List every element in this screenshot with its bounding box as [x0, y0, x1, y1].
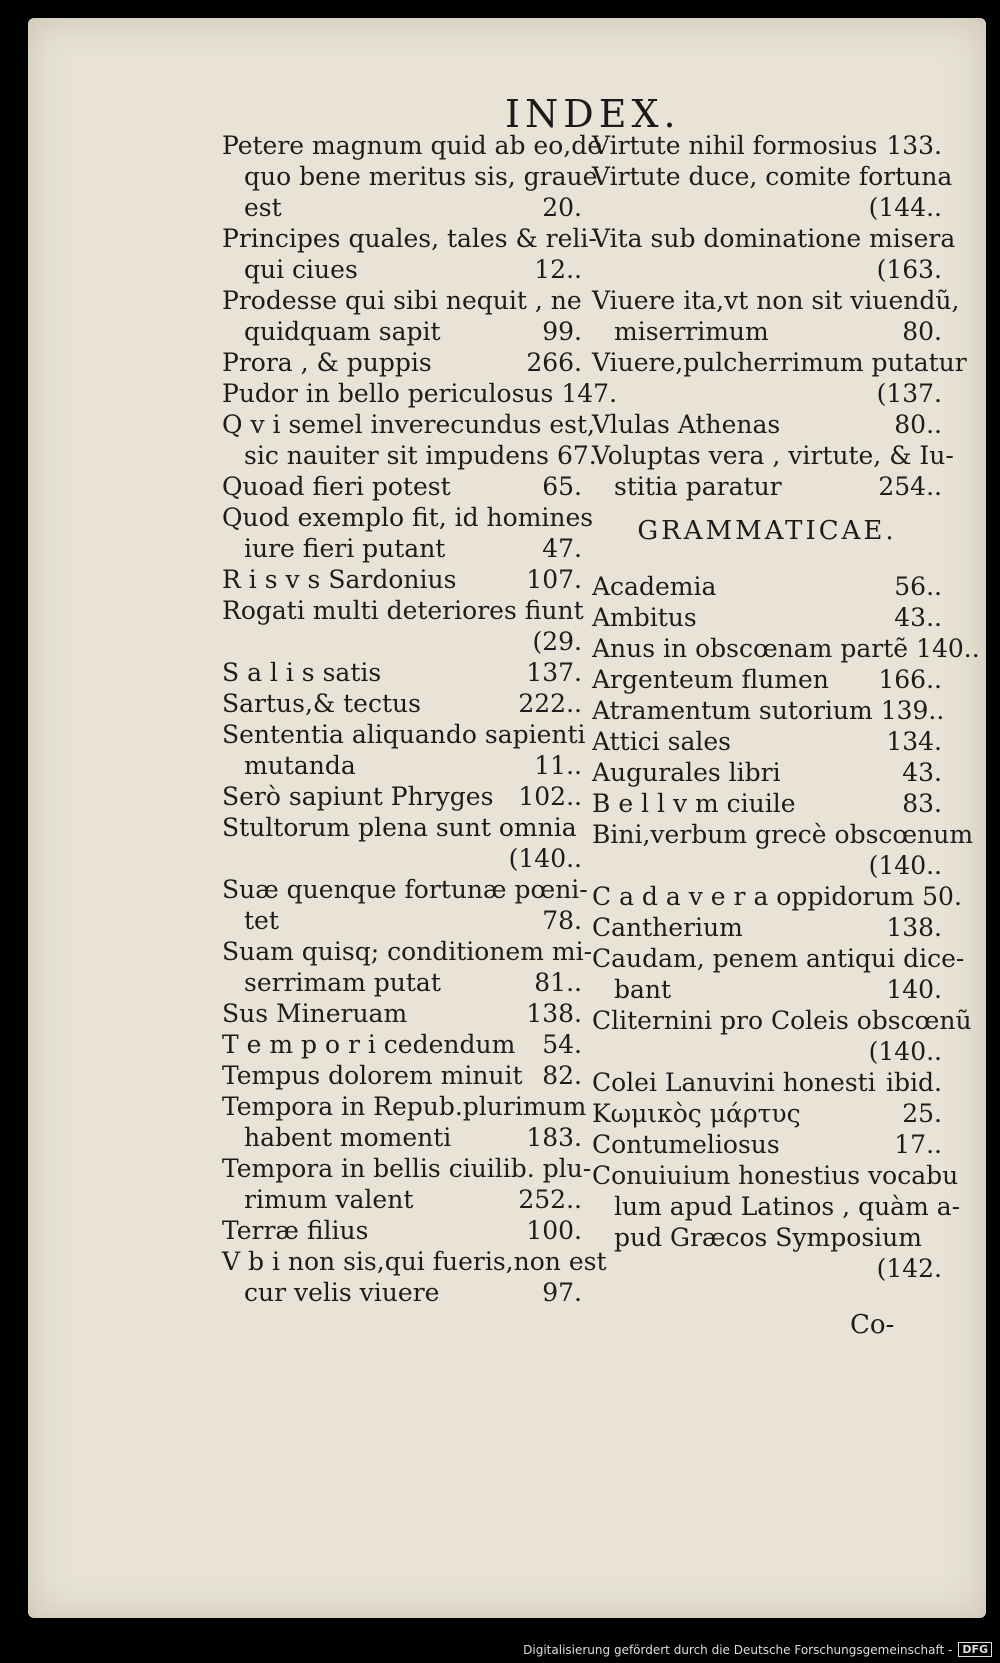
entry-text: Colei Lanuvini honesti — [592, 1068, 876, 1097]
entry-text: Terræ filius — [222, 1216, 369, 1245]
page-reference: (140.. — [508, 844, 582, 873]
index-entry — [592, 1067, 942, 1098]
index-entry-line — [222, 378, 618, 409]
index-entry — [222, 936, 593, 998]
entry-text: Anus in obscœnam partẽ — [592, 634, 909, 663]
index-entry — [592, 602, 942, 633]
page-reference: 78. — [542, 906, 582, 935]
index-entry — [592, 912, 942, 943]
entry-text: V b i non sis,qui fueris,non est — [222, 1247, 607, 1276]
page-reference: 138. — [886, 913, 942, 942]
index-entry — [222, 595, 582, 657]
index-entry — [222, 874, 588, 936]
index-entry-line — [592, 633, 980, 664]
entry-text: Stultorum plena sunt omnia — [222, 813, 577, 842]
entry-text: Sartus,& tectus — [222, 689, 421, 718]
page-reference: 80. — [902, 317, 942, 346]
index-entry — [592, 285, 960, 347]
entry-text: Atramentum sutorium — [592, 696, 873, 725]
index-entry-line — [222, 192, 582, 223]
index-entry-line — [592, 1098, 942, 1129]
index-entry-line — [222, 223, 597, 254]
index-entry-line — [592, 881, 962, 912]
index-entry — [592, 757, 942, 788]
index-entry-line — [592, 1253, 942, 1284]
index-entry-line — [592, 974, 942, 1005]
entry-text: quo bene meritus sis, graue — [244, 162, 598, 191]
page-reference: 25. — [902, 1099, 942, 1128]
page-reference: 252.. — [518, 1185, 582, 1214]
page-reference: 266. — [526, 348, 582, 377]
index-entry-line — [592, 664, 942, 695]
index-entry — [222, 1153, 592, 1215]
index-entry — [592, 633, 980, 664]
index-entry-line — [222, 316, 582, 347]
entry-text: Suæ quenque fortunæ pœni- — [222, 875, 588, 904]
index-entry-line — [592, 316, 942, 347]
entry-text: Attici sales — [592, 727, 732, 756]
entry-text: Principes quales, tales & reli- — [222, 224, 597, 253]
index-entry-line — [592, 757, 942, 788]
page-title: INDEX. — [505, 92, 681, 136]
entry-text: quidquam sapit — [244, 317, 441, 346]
index-entry — [222, 378, 618, 409]
index-entry — [222, 688, 582, 719]
index-entry-line — [222, 657, 582, 688]
page-reference: 166.. — [878, 665, 942, 694]
entry-text: Augurales libri — [592, 758, 781, 787]
index-entry — [592, 440, 954, 502]
entry-text: T e m p o r i cedendum — [222, 1030, 516, 1059]
index-entry — [592, 223, 956, 285]
page-reference: 82. — [542, 1061, 582, 1090]
entry-text: Conuiuium honestius vocabu — [592, 1161, 959, 1190]
index-entry — [592, 409, 942, 440]
entry-text: cur velis viuere — [244, 1278, 440, 1307]
index-column-left — [222, 130, 618, 1308]
index-entry-line — [222, 254, 582, 285]
footer-bar — [0, 1636, 1000, 1663]
page-reference: 183. — [526, 1123, 582, 1152]
index-entry-line — [222, 998, 582, 1029]
index-entry-line — [592, 695, 945, 726]
entry-text: Vita sub dominatione misera — [592, 224, 956, 253]
entry-text: Prora , & puppis — [222, 348, 432, 377]
index-entry-line — [222, 471, 582, 502]
index-entry — [222, 1060, 582, 1091]
index-entry-line — [222, 626, 582, 657]
index-entry-line — [592, 1036, 942, 1067]
entry-text: tet — [244, 906, 279, 935]
index-entry — [222, 657, 582, 688]
page-reference: 65. — [542, 472, 582, 501]
entry-text: Viuere ita,vt non sit viuendũ, — [592, 286, 960, 315]
index-entry-line — [592, 1160, 959, 1191]
index-entry — [222, 998, 582, 1029]
index-entry-line — [222, 1091, 587, 1122]
entry-text: S a l i s satis — [222, 658, 382, 687]
index-entry — [592, 943, 965, 1005]
page-reference: (140.. — [868, 851, 942, 880]
index-entry-line — [592, 223, 956, 254]
page-reference: 139.. — [880, 696, 945, 725]
index-entry — [592, 1098, 942, 1129]
page-reference: 102.. — [518, 782, 582, 811]
page-reference: 134. — [886, 727, 942, 756]
index-entry-line — [222, 347, 582, 378]
page-reference: 20. — [542, 193, 582, 222]
entry-text: bant — [614, 975, 672, 1004]
index-entry — [592, 788, 942, 819]
index-entry — [592, 881, 962, 912]
entry-text: Prodesse qui sibi nequit , ne — [222, 286, 582, 315]
index-entry — [222, 409, 605, 471]
index-entry-line — [222, 409, 595, 440]
entry-text: qui ciues — [244, 255, 358, 284]
index-entry-line — [222, 874, 588, 905]
index-entry-line — [592, 1005, 972, 1036]
entry-text: B e l l v m ciuile — [592, 789, 796, 818]
entry-text: Pudor in bello periculosus — [222, 379, 554, 408]
entry-text: Cantherium — [592, 913, 743, 942]
index-entry-line — [592, 1191, 961, 1222]
page-reference: 97. — [542, 1278, 582, 1307]
index-entry — [222, 1215, 582, 1246]
page-reference: 137. — [526, 658, 582, 687]
page-reference: (163. — [876, 255, 942, 284]
page-reference: 147. — [561, 379, 618, 408]
index-entry — [592, 161, 953, 223]
page-reference: 17.. — [894, 1130, 942, 1159]
page-reference: (29. — [532, 627, 582, 656]
entry-text: Argenteum flumen — [592, 665, 829, 694]
index-list-grammaticae — [592, 571, 980, 1284]
entry-text: Suam quisq; conditionem mi- — [222, 937, 593, 966]
index-entry — [592, 664, 942, 695]
index-entry-line — [222, 1215, 582, 1246]
index-entry — [222, 1091, 587, 1153]
index-entry-line — [592, 161, 953, 192]
entry-text: Sententia aliquando sapienti — [222, 720, 586, 749]
index-entry-line — [222, 1060, 582, 1091]
index-entry — [222, 347, 582, 378]
index-entry-line — [592, 1129, 942, 1160]
entry-text: Caudam, penem antiqui dice- — [592, 944, 965, 973]
page-reference: 43.. — [894, 603, 942, 632]
page-reference: (137. — [876, 379, 942, 408]
index-entry-line — [222, 843, 582, 874]
index-entry — [222, 781, 582, 812]
index-entry-line — [222, 564, 582, 595]
index-entry — [222, 564, 582, 595]
index-entry-line — [592, 943, 965, 974]
index-entry-line — [222, 905, 582, 936]
index-entry-line — [592, 1222, 942, 1253]
index-entry-line — [592, 409, 942, 440]
index-entry — [592, 695, 945, 726]
entry-text: miserrimum — [614, 317, 769, 346]
entry-text: Viuere,pulcherrimum putatur — [592, 348, 967, 377]
entry-text: Ambitus — [592, 603, 697, 632]
entry-text: Voluptas vera , virtute, & Iu- — [592, 441, 954, 470]
page-reference: 140. — [886, 975, 942, 1004]
index-entry — [592, 130, 942, 161]
page-reference: 67.. — [556, 441, 605, 470]
page-reference: 254.. — [878, 472, 942, 501]
page-reference: 80.. — [894, 410, 942, 439]
page-reference: (142. — [876, 1254, 942, 1283]
page-reference: 81.. — [534, 968, 582, 997]
index-entry-line — [222, 781, 582, 812]
index-entry — [222, 812, 582, 874]
index-entry-line — [222, 533, 582, 564]
entry-text: Cliternini pro Coleis obscœnũ — [592, 1006, 972, 1035]
page-reference: 47. — [542, 534, 582, 563]
entry-text: Academia — [592, 572, 717, 601]
index-entry-line — [222, 595, 582, 626]
entry-text: Sus Mineruam — [222, 999, 408, 1028]
index-entry — [592, 347, 967, 409]
index-entry — [222, 1246, 607, 1308]
index-entry — [222, 471, 582, 502]
entry-text: stitia paratur — [614, 472, 782, 501]
page-reference: 100. — [526, 1216, 582, 1245]
page-reference: 140.. — [916, 634, 980, 663]
page-reference: 43. — [902, 758, 942, 787]
entry-text: serrimam putat — [244, 968, 441, 997]
entry-text: Tempora in bellis ciuilib. plu- — [222, 1154, 592, 1183]
index-entry-line — [592, 254, 942, 285]
index-entry-line — [222, 1277, 582, 1308]
index-entry — [222, 1029, 582, 1060]
index-entry-line — [222, 688, 582, 719]
index-entry-line — [222, 967, 582, 998]
entry-text: C a d a v e r a oppidorum — [592, 882, 915, 911]
entry-text: lum apud Latinos , quàm a- — [614, 1192, 961, 1221]
catchword: Co- — [850, 1310, 895, 1340]
entry-text: Virtute nihil formosius — [592, 131, 878, 160]
index-entry-line — [222, 1029, 582, 1060]
index-entry-line — [222, 1153, 592, 1184]
dfg-logo: DFG — [958, 1642, 992, 1657]
index-entry-line — [592, 850, 942, 881]
entry-text: est — [244, 193, 282, 222]
index-entry-line — [222, 1122, 582, 1153]
entry-text: Quod exemplo fit, id homines — [222, 503, 594, 532]
entry-text: Q v i semel inverecundus est, — [222, 410, 595, 439]
index-entry-line — [222, 1246, 607, 1277]
entry-text: Quoad fieri potest — [222, 472, 451, 501]
index-entry-line — [222, 750, 582, 781]
page-reference: 107. — [526, 565, 582, 594]
index-entry-line — [592, 819, 974, 850]
index-entry — [592, 726, 942, 757]
index-entry-line — [592, 1067, 942, 1098]
section-heading: GRAMMATICAE. — [637, 516, 897, 546]
index-entry-line — [592, 347, 967, 378]
index-entry — [222, 502, 594, 564]
index-entry — [222, 130, 602, 223]
index-entry — [222, 285, 582, 347]
page-reference: 54. — [542, 1030, 582, 1059]
entry-text: pud Græcos Symposium — [614, 1223, 922, 1252]
entry-text: Petere magnum quid ab eo,de — [222, 131, 602, 160]
page-reference: ibid. — [886, 1068, 942, 1097]
page-reference: (140.. — [868, 1037, 942, 1066]
entry-text: Vlulas Athenas — [592, 410, 781, 439]
entry-text: habent momenti — [244, 1123, 452, 1152]
page-reference: 56.. — [894, 572, 942, 601]
index-entry-line — [592, 726, 942, 757]
entry-text: rimum valent — [244, 1185, 414, 1214]
entry-text: Virtute duce, comite fortuna — [592, 162, 953, 191]
index-entry-line — [222, 161, 598, 192]
index-entry-line — [592, 602, 942, 633]
entry-text: Bini,verbum grecè obscœnum — [592, 820, 974, 849]
index-entry-line — [592, 130, 942, 161]
index-entry-line — [592, 192, 942, 223]
entry-text: Contumeliosus — [592, 1130, 780, 1159]
index-entry-line — [592, 378, 942, 409]
index-entry-line — [592, 440, 954, 471]
index-entry — [592, 1129, 942, 1160]
page-reference: 138. — [526, 999, 582, 1028]
page-reference: 12.. — [534, 255, 582, 284]
page-reference: 11.. — [534, 751, 582, 780]
footer-text: Digitalisierung gefördert durch die Deutsche Forschungsgemeinschaft - — [523, 1642, 953, 1657]
index-entry-line — [222, 130, 602, 161]
index-entry — [592, 1005, 972, 1067]
page-reference: 222.. — [518, 689, 582, 718]
entry-text: R i s v s Sardonius — [222, 565, 457, 594]
entry-text: Κωμικὸς μάρτυς — [592, 1099, 801, 1128]
entry-text: sic nauiter sit impudens — [244, 441, 549, 470]
page-reference: 133. — [886, 131, 942, 160]
index-entry — [222, 223, 597, 285]
page-reference: 50. — [922, 882, 962, 911]
index-entry-line — [222, 440, 605, 471]
index-entry-line — [592, 285, 960, 316]
index-entry-line — [592, 471, 942, 502]
entry-text: Tempus dolorem minuit — [222, 1061, 523, 1090]
index-entry-line — [592, 571, 942, 602]
index-entry-line — [222, 285, 582, 316]
index-entry-line — [222, 1184, 582, 1215]
index-entry-line — [222, 936, 593, 967]
index-list-v — [592, 130, 967, 502]
entry-text: mutanda — [244, 751, 356, 780]
entry-text: Rogati multi deteriores fiunt — [222, 596, 584, 625]
index-entry-line — [592, 912, 942, 943]
index-entry-line — [222, 812, 582, 843]
entry-text: iure fieri putant — [244, 534, 446, 563]
page-reference: 83. — [902, 789, 942, 818]
index-entry-line — [222, 719, 586, 750]
index-column-right — [592, 130, 980, 1284]
index-entry — [592, 819, 974, 881]
index-entry — [222, 719, 586, 781]
page-reference: (144.. — [868, 193, 942, 222]
index-entry-line — [592, 788, 942, 819]
index-entry-line — [222, 502, 594, 533]
entry-text: Tempora in Repub.plurimum — [222, 1092, 587, 1121]
page-reference: 99. — [542, 317, 582, 346]
index-entry — [592, 1160, 961, 1284]
entry-text: Serò sapiunt Phryges — [222, 782, 494, 811]
index-entry — [592, 571, 942, 602]
